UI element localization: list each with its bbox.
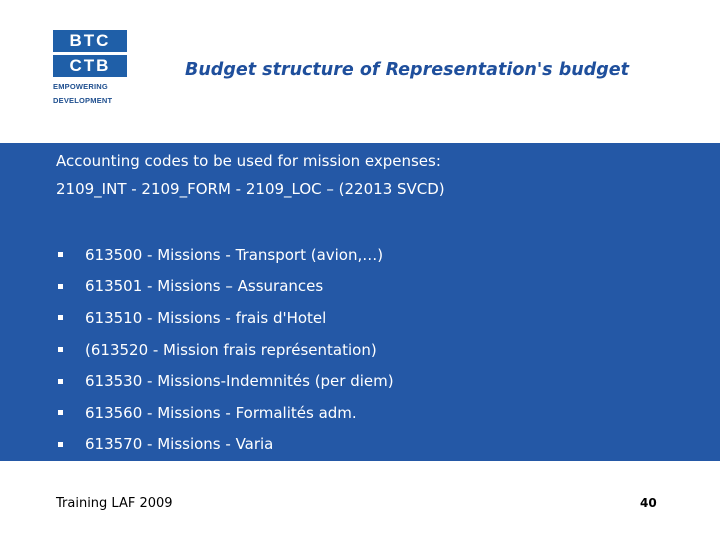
bullet-icon xyxy=(58,410,63,415)
slide-title: Budget structure of Representation's budget xyxy=(185,60,629,80)
logo-ctb: CTB xyxy=(53,55,127,77)
list-item-text: 613570 - Missions - Varia xyxy=(85,435,274,454)
content-panel xyxy=(0,143,720,461)
list-item-text: 613501 - Missions – Assurances xyxy=(85,277,324,296)
list-item-text: (613520 - Mission frais représentation) xyxy=(85,340,377,359)
list-item-text: 613510 - Missions - frais d'Hotel xyxy=(85,308,327,327)
list-item xyxy=(56,239,394,271)
list-item xyxy=(56,334,394,366)
intro-line-1: Accounting codes to be used for mission expenses: xyxy=(56,152,441,170)
bullet-icon xyxy=(58,379,63,384)
accounting-code-list xyxy=(56,239,394,460)
logo-tagline-2: DEVELOPMENT xyxy=(53,96,113,105)
list-item xyxy=(56,397,394,429)
footer-text: Training LAF 2009 xyxy=(56,496,173,511)
bullet-icon xyxy=(58,347,63,352)
list-item-text: 613560 - Missions - Formalités adm. xyxy=(85,403,357,422)
logo-tagline-1: EMPOWERING xyxy=(53,82,108,91)
bullet-icon xyxy=(58,442,63,447)
list-item-text: 613500 - Missions - Transport (avion,…) xyxy=(85,245,384,264)
list-item xyxy=(56,429,394,461)
bullet-icon xyxy=(58,284,63,289)
bullet-icon xyxy=(58,252,63,257)
bullet-icon xyxy=(58,315,63,320)
intro-line-2: 2109_INT - 2109_FORM - 2109_LOC – (22013 SVCD) xyxy=(56,180,445,198)
list-item-text: 613530 - Missions-Indemnités (per diem) xyxy=(85,372,394,391)
page-number: 40 xyxy=(640,496,657,510)
list-item xyxy=(56,302,394,334)
list-item xyxy=(56,271,394,303)
list-item xyxy=(56,365,394,397)
logo-btc: BTC xyxy=(53,30,127,52)
btc-ctb-logo xyxy=(53,30,127,105)
